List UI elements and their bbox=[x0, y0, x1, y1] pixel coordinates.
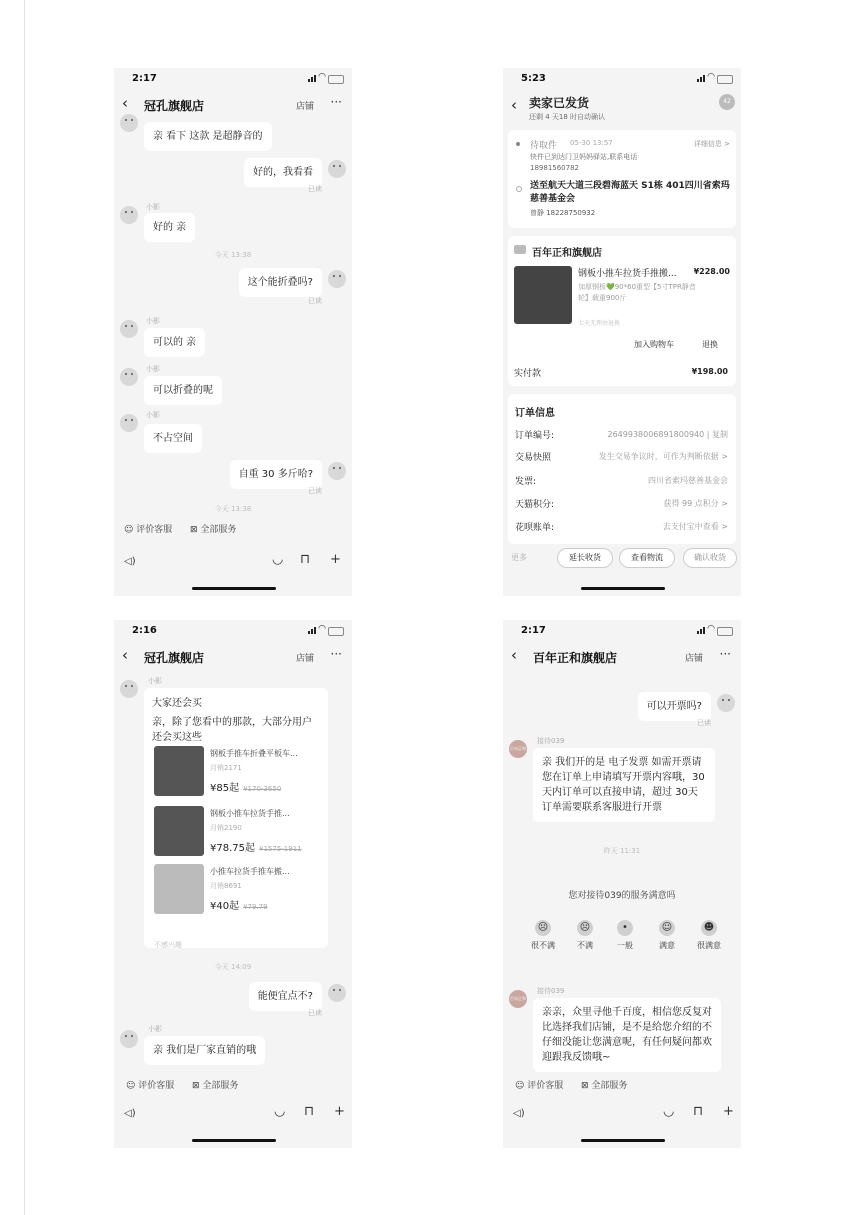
nav-bar bbox=[114, 92, 352, 118]
rating-label: 不满 bbox=[577, 941, 593, 950]
message-right: 这个能折叠吗? bbox=[239, 268, 322, 297]
bottom-bar bbox=[114, 516, 352, 596]
product-price: ¥228.00 bbox=[693, 267, 730, 276]
product-name: 钢板手推车折叠平板车... bbox=[210, 749, 298, 758]
bag-icon[interactable]: ⊓ bbox=[304, 1104, 315, 1119]
store-button[interactable]: 店铺 bbox=[684, 654, 703, 664]
emoji-icon[interactable]: ◡ bbox=[272, 552, 284, 567]
survey-question: 您对接待039的服务满意吗 bbox=[568, 891, 676, 901]
rate-service-button[interactable]: ☺ 评价客服 bbox=[124, 525, 173, 535]
receiver-info: 曾静 18228750932 bbox=[530, 209, 596, 217]
avatar-icon bbox=[120, 114, 138, 132]
avatar-icon bbox=[120, 414, 138, 432]
voice-icon[interactable]: ◁) bbox=[124, 556, 136, 567]
avatar-icon bbox=[120, 368, 138, 386]
read-status: 已读 bbox=[308, 185, 322, 193]
wifi-icon: ◠ bbox=[707, 72, 715, 82]
wifi-icon: ◠ bbox=[318, 72, 326, 82]
rating-satisfied[interactable] bbox=[647, 920, 687, 951]
voice-icon[interactable]: ◁) bbox=[513, 1108, 525, 1119]
rec-text: 亲，除了您看中的那款，大部分用户还会买这些 bbox=[152, 717, 312, 743]
message-left: 不占空间 bbox=[144, 424, 202, 453]
address-dot bbox=[516, 186, 522, 192]
more-actions[interactable]: 更多 bbox=[511, 553, 527, 562]
all-services-label: 全部服务 bbox=[591, 1081, 628, 1091]
rating-label: 很满意 bbox=[697, 941, 721, 950]
courier-phone: 18981560782 bbox=[530, 164, 579, 172]
store-button[interactable]: 店铺 bbox=[295, 102, 314, 112]
shop-title: 冠孔旗舰店 bbox=[144, 651, 205, 665]
rate-service-button[interactable]: ☺ 评价客服 bbox=[515, 1081, 564, 1091]
product-name[interactable]: 钢板小推车拉货手推搬... bbox=[578, 269, 677, 279]
all-services-label: 全部服务 bbox=[202, 1081, 239, 1091]
sad-face-icon: ☹ bbox=[535, 920, 551, 936]
order-status-title: 卖家已发货 bbox=[529, 96, 590, 110]
product-card bbox=[508, 236, 736, 386]
product-item[interactable] bbox=[154, 806, 322, 862]
logistics-line: 快件已到达门卫妈妈驿站,联系电话 bbox=[530, 153, 638, 161]
extend-receipt-button[interactable]: 延长收货 bbox=[557, 548, 613, 568]
snapshot-value[interactable]: 发生交易争议时，可作为判断依据 > bbox=[598, 452, 728, 461]
huabei-value[interactable]: 去支付宝中查看 > bbox=[662, 522, 728, 531]
rating-very-unsatisfied[interactable] bbox=[523, 920, 563, 951]
logistics-time: 05-30 13:57 bbox=[570, 139, 613, 147]
message-left: 可以折叠的呢 bbox=[144, 376, 222, 405]
voice-icon[interactable]: ◁) bbox=[124, 1108, 136, 1119]
shop-title: 冠孔旗舰店 bbox=[144, 99, 205, 113]
rating-neutral[interactable] bbox=[605, 920, 645, 951]
product-orig-price: ¥1575-1911 bbox=[259, 845, 302, 853]
all-services-label: 全部服务 bbox=[200, 525, 237, 535]
message-left: 好的 亲 bbox=[144, 213, 195, 242]
sender-nick: 小影 bbox=[146, 203, 160, 211]
rate-service-label: 评价客服 bbox=[138, 1081, 175, 1091]
product-image bbox=[154, 864, 204, 914]
bottom-bar bbox=[503, 1072, 741, 1148]
all-services-button[interactable]: ⊠ 全部服务 bbox=[190, 525, 237, 535]
refund-button[interactable]: 退换 bbox=[692, 336, 728, 354]
signal-icon bbox=[308, 75, 316, 82]
status-time: 2:17 bbox=[521, 625, 546, 636]
rec-title: 大家还会买 bbox=[152, 698, 202, 709]
logistics-status: 待取件 bbox=[530, 141, 558, 151]
home-indicator bbox=[581, 587, 665, 590]
nav-bar bbox=[503, 644, 741, 670]
detail-link[interactable]: 详细信息 > bbox=[693, 140, 730, 148]
home-indicator bbox=[192, 1139, 276, 1142]
timestamp: 今天 14:09 bbox=[214, 963, 252, 971]
confirm-receipt-button[interactable]: 确认收货 bbox=[683, 548, 737, 568]
agent-avatar: 百年正和 bbox=[509, 990, 527, 1008]
message-right: 自重 30 多斤哈? bbox=[230, 460, 322, 489]
rating-label: 很不满 bbox=[531, 941, 555, 950]
avatar-icon bbox=[120, 680, 138, 698]
status-time: 5:23 bbox=[521, 73, 546, 84]
emoji-icon[interactable]: ◡ bbox=[274, 1104, 286, 1119]
home-indicator bbox=[192, 587, 276, 590]
return-policy: 七天无理由退换 bbox=[578, 320, 621, 327]
product-price bbox=[210, 839, 302, 854]
battery-icon bbox=[717, 75, 733, 84]
product-image bbox=[154, 746, 204, 796]
order-info-card bbox=[508, 394, 736, 544]
avatar-icon bbox=[120, 206, 138, 224]
product-orig-price: ¥170-3650 bbox=[243, 785, 282, 793]
product-sold: 月销2171 bbox=[210, 764, 242, 772]
avatar-icon bbox=[717, 694, 735, 712]
status-dot bbox=[516, 142, 520, 146]
agent-nick: 接待039 bbox=[537, 737, 565, 745]
shop-icon bbox=[514, 245, 526, 254]
back-icon[interactable]: ‹ bbox=[511, 96, 517, 114]
avatar-icon bbox=[328, 984, 346, 1002]
order-info-title: 订单信息 bbox=[515, 408, 555, 419]
bottom-bar bbox=[114, 1072, 352, 1148]
status-bar bbox=[503, 620, 741, 642]
neutral-face-icon: • bbox=[617, 920, 633, 936]
view-logistics-button[interactable]: 查看物流 bbox=[619, 548, 675, 568]
chat-screen-bainian bbox=[503, 620, 741, 1148]
product-image[interactable] bbox=[514, 266, 572, 324]
bag-icon[interactable]: ⊓ bbox=[300, 552, 311, 567]
home-indicator bbox=[581, 1139, 665, 1142]
message-left: 可以的 亲 bbox=[144, 328, 205, 357]
grin-face-icon: ☻ bbox=[701, 920, 717, 936]
store-button[interactable]: 店铺 bbox=[295, 654, 314, 664]
plus-icon[interactable]: + bbox=[334, 1104, 345, 1119]
more-icon[interactable]: ··· bbox=[330, 95, 342, 109]
signal-icon bbox=[308, 627, 316, 634]
order-number-label: 订单编号: bbox=[515, 431, 555, 441]
signal-icon bbox=[697, 75, 705, 82]
paid-value: ¥198.00 bbox=[691, 367, 728, 376]
product-item[interactable] bbox=[154, 864, 322, 920]
rating-label: 满意 bbox=[659, 941, 675, 950]
rating-label: 一般 bbox=[617, 941, 633, 950]
scan-edge-line bbox=[24, 0, 25, 1215]
product-price bbox=[210, 897, 268, 912]
plus-icon[interactable]: + bbox=[330, 552, 341, 567]
nav-bar bbox=[114, 644, 352, 670]
add-to-cart-button[interactable]: 加入购物车 bbox=[626, 336, 682, 354]
avatar-icon bbox=[328, 160, 346, 178]
sender-nick: 小影 bbox=[146, 411, 160, 419]
message-right: 能便宜点不? bbox=[249, 982, 322, 1011]
sender-nick: 小影 bbox=[146, 317, 160, 325]
shop-name[interactable]: 百年正和旗舰店 bbox=[532, 248, 602, 259]
rating-very-satisfied[interactable] bbox=[689, 920, 729, 951]
timestamp: 今天 13:38 bbox=[214, 251, 252, 259]
battery-icon bbox=[328, 75, 344, 84]
snapshot-label: 交易快照 bbox=[515, 453, 552, 463]
read-status: 已读 bbox=[308, 297, 322, 305]
wifi-icon: ◠ bbox=[707, 624, 715, 634]
avatar-icon bbox=[328, 462, 346, 480]
logistics-card[interactable] bbox=[508, 130, 736, 228]
avatar-icon bbox=[120, 320, 138, 338]
product-spec: 加厚钢板💚90*60重型【5寸TPR静音轮】载重900斤 bbox=[578, 283, 696, 302]
paid-label: 实付款 bbox=[514, 369, 542, 379]
status-time: 2:17 bbox=[132, 73, 157, 84]
product-price-value: ¥85起 bbox=[210, 783, 240, 794]
timestamp: 今天 13:38 bbox=[214, 505, 252, 513]
product-price-value: ¥40起 bbox=[210, 901, 240, 912]
frown-face-icon: ☹ bbox=[577, 920, 593, 936]
points-label: 天猫积分: bbox=[515, 500, 555, 510]
read-status: 已读 bbox=[308, 1009, 322, 1017]
plus-icon[interactable]: + bbox=[723, 1104, 734, 1119]
rate-service-label: 评价客服 bbox=[527, 1081, 564, 1091]
bag-icon[interactable]: ⊓ bbox=[693, 1104, 704, 1119]
auto-confirm-text: 还剩 4 天18 时自动确认 bbox=[529, 113, 606, 121]
product-name: 钢板小推车拉货手推... bbox=[210, 809, 290, 818]
all-services-button[interactable]: ⊠ 全部服务 bbox=[192, 1081, 239, 1091]
rate-service-label: 评价客服 bbox=[136, 525, 173, 535]
battery-icon bbox=[328, 627, 344, 636]
message-right: 可以开票吗? bbox=[638, 692, 711, 721]
huabei-label: 花呗账单: bbox=[515, 523, 555, 533]
stop-recommend-button[interactable]: 不感兴趣 bbox=[154, 941, 182, 949]
shop-title: 百年正和旗舰店 bbox=[533, 651, 618, 665]
status-bar bbox=[114, 68, 352, 90]
product-item[interactable] bbox=[154, 746, 322, 802]
invoice-label: 发票: bbox=[515, 477, 537, 487]
chat-screen-guankong-2 bbox=[114, 620, 352, 1148]
message-left: 亲 我们开的是 电子发票 如需开票请您在订单上申请填写开票内容哦，30天内订单可以直接申请，超过 30天订单需要联系客服进行开票 bbox=[533, 748, 715, 822]
product-image bbox=[154, 806, 204, 856]
battery-icon bbox=[717, 627, 733, 636]
order-number-value[interactable]: 2649938006891800940 | 复制 bbox=[607, 430, 728, 439]
avatar-icon bbox=[120, 1030, 138, 1048]
smile-face-icon: ☺ bbox=[659, 920, 675, 936]
product-sold: 月销8691 bbox=[210, 882, 242, 890]
product-price bbox=[210, 779, 281, 794]
rate-service-button[interactable]: ☺ 评价客服 bbox=[126, 1081, 175, 1091]
back-icon[interactable]: ‹ bbox=[122, 646, 128, 664]
product-name: 小推车拉货手推车搬... bbox=[210, 867, 290, 876]
invoice-value: 四川省索玛慈善基金会 bbox=[648, 476, 728, 485]
message-left: 亲 我们是厂家直销的哦 bbox=[144, 1036, 265, 1065]
back-icon[interactable]: ‹ bbox=[122, 94, 128, 112]
more-icon[interactable]: ··· bbox=[719, 647, 731, 661]
read-status: 已读 bbox=[308, 487, 322, 495]
timestamp: 昨天 11:31 bbox=[603, 847, 641, 855]
message-left: 亲亲，众里寻他千百度，相信您反复对比选择我们店铺，是不是给您介绍的不仔细没能让您满意呢，有任何疑问都欢迎跟我反馈哦~ bbox=[533, 998, 721, 1072]
wifi-icon: ◠ bbox=[318, 624, 326, 634]
points-value[interactable]: 获得 99 点积分 > bbox=[663, 499, 728, 508]
back-icon[interactable]: ‹ bbox=[511, 646, 517, 664]
delivery-address: 送至航天大道三段碧海蓝天 S1栋 401四川省索玛慈善基金会 bbox=[530, 181, 730, 204]
all-services-button[interactable]: ⊠ 全部服务 bbox=[581, 1081, 628, 1091]
sender-nick: 小影 bbox=[148, 1025, 162, 1033]
product-orig-price: ¥79.79 bbox=[243, 903, 268, 911]
read-status: 已读 bbox=[697, 719, 711, 727]
status-bar bbox=[114, 620, 352, 642]
rating-unsatisfied[interactable] bbox=[565, 920, 605, 951]
order-detail-screen bbox=[503, 68, 741, 596]
sender-nick: 小影 bbox=[146, 365, 160, 373]
product-sold: 月销2190 bbox=[210, 824, 242, 832]
status-bar bbox=[503, 68, 741, 90]
signal-icon bbox=[697, 627, 705, 634]
product-price-value: ¥78.75起 bbox=[210, 843, 255, 854]
more-icon[interactable]: ··· bbox=[330, 647, 342, 661]
emoji-icon[interactable]: ◡ bbox=[663, 1104, 675, 1119]
agent-nick: 接待039 bbox=[537, 987, 565, 995]
chat-screen-guankong-1 bbox=[114, 68, 352, 596]
message-left: 亲 看下 这款 是超静音的 bbox=[144, 122, 272, 151]
agent-avatar: 百年正和 bbox=[509, 740, 527, 758]
avatar-icon bbox=[328, 270, 346, 288]
message-right: 好的，我看看 bbox=[244, 158, 322, 187]
message-badge[interactable]: 42 bbox=[719, 94, 735, 110]
sender-nick: 小影 bbox=[148, 677, 162, 685]
status-time: 2:16 bbox=[132, 625, 157, 636]
